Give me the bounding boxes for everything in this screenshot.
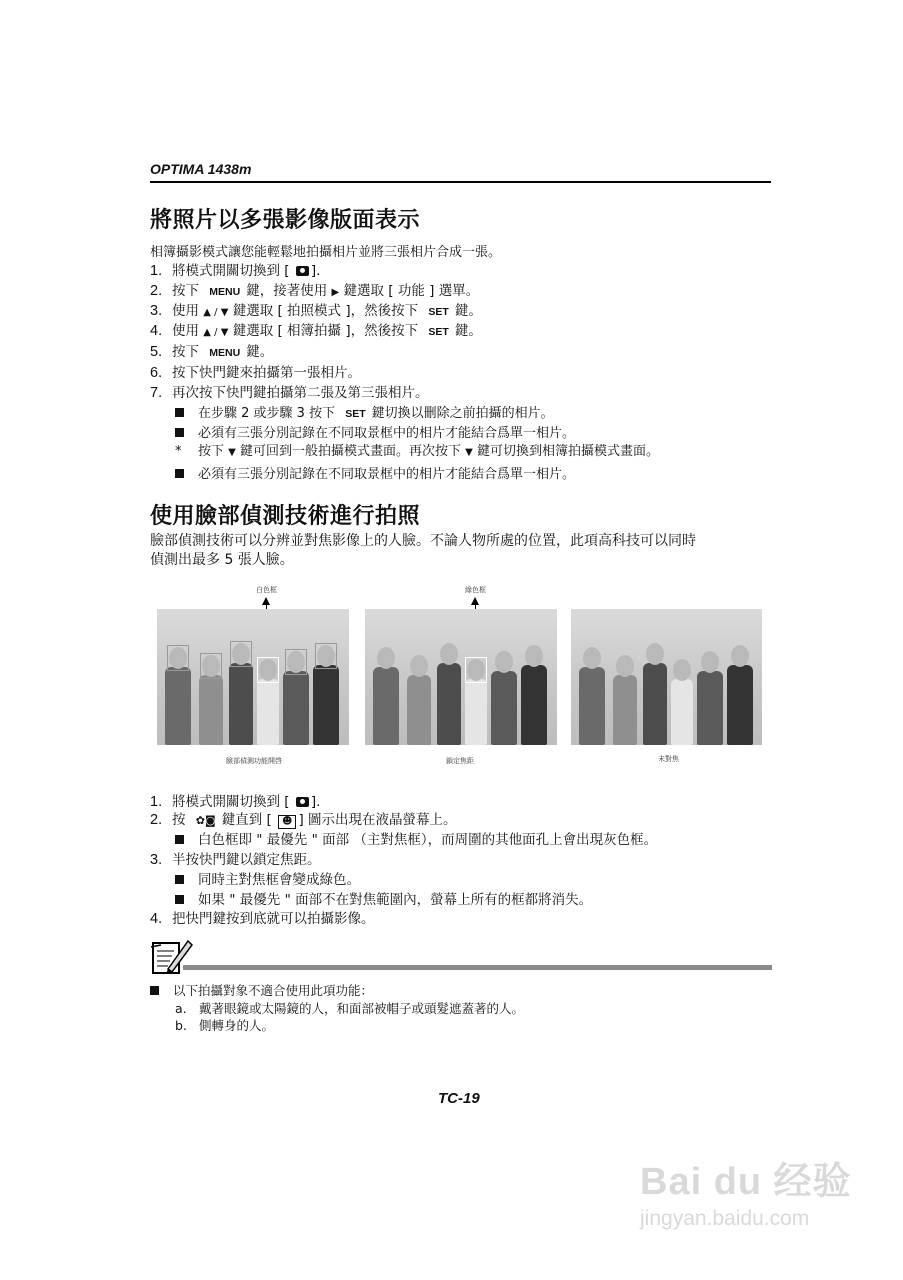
child-body xyxy=(199,675,223,745)
bullet-icon xyxy=(175,469,184,478)
face-detect-icon: ☻ xyxy=(278,815,296,829)
face-frame xyxy=(230,641,252,667)
right-arrow-icon: ▶ xyxy=(331,287,340,298)
child-body xyxy=(313,665,339,745)
note-pencil-icon xyxy=(150,937,194,981)
camera-icon xyxy=(296,797,309,807)
child-figure xyxy=(407,645,431,745)
s2-step-4: 4. 把快門鍵按到底就可以拍攝影像。 xyxy=(150,911,375,927)
step-7: 7. 再次按下快門鍵拍攝第二張及第三張相片。 xyxy=(150,385,429,401)
face-detect-button-icon: ✿◙ xyxy=(195,814,216,827)
child-body xyxy=(613,675,637,745)
s2-step-3: 3. 半按快門鍵以鎖定焦距。 xyxy=(150,852,321,868)
note-1: 在步驟 2 或步驟 3 按下 SET 鍵切換以刪除之前拍攝的相片。 xyxy=(175,405,554,423)
child-head xyxy=(583,647,601,669)
menu-key: MENU xyxy=(209,347,241,359)
section2-title: 使用臉部偵測技術進行拍照 xyxy=(150,504,421,529)
child-head xyxy=(377,647,395,669)
child-body xyxy=(165,667,191,745)
child-figure xyxy=(521,635,547,745)
note-item-b: b. 側轉身的人。 xyxy=(175,1018,275,1033)
child-body xyxy=(257,679,279,745)
face-frame xyxy=(315,643,337,669)
child-figure xyxy=(165,637,191,745)
bullet-icon xyxy=(150,986,159,995)
child-figure xyxy=(579,637,605,745)
child-head xyxy=(646,643,664,665)
child-body xyxy=(373,667,399,745)
caption-2: 鎖定焦距 xyxy=(446,757,474,765)
child-head xyxy=(701,651,719,673)
set-key: SET xyxy=(428,326,449,338)
step-6: 6. 按下快門鍵來拍攝第一張相片。 xyxy=(150,365,361,381)
s2-note-3: 如果 " 最優先 " 面部不在對焦範圍內，螢幕上所有的框都將消失。 xyxy=(175,891,592,909)
child-figure xyxy=(465,649,487,745)
bullet-icon xyxy=(175,428,184,437)
bullet-icon xyxy=(175,875,184,884)
child-figure xyxy=(613,645,637,745)
s2-note-1: 白色框即 " 最優先 " 面部 （主對焦框），而周圍的其他面孔上會出現灰色框。 xyxy=(175,831,657,849)
child-head xyxy=(731,645,749,667)
child-figure xyxy=(229,633,253,745)
note-item-a: a. 戴著眼鏡或太陽鏡的人，和面部被帽子或頭髮遮蓋著的人。 xyxy=(175,1001,525,1016)
down-arrow-icon: ▼ xyxy=(465,447,473,458)
section2-intro-1: 臉部偵測技術可以分辨並對焦影像上的人臉。不論人物所處的位置，此項高科技可以同時 xyxy=(150,533,696,549)
child-body xyxy=(407,675,431,745)
photo-face-detect-on xyxy=(157,609,349,745)
child-figure xyxy=(643,633,667,745)
photo-focus-locked xyxy=(365,609,557,745)
priority-face-frame xyxy=(257,657,279,683)
bullet-icon xyxy=(175,895,184,904)
child-body xyxy=(697,671,723,745)
label-green-frame: 綠色框 xyxy=(465,586,486,594)
priority-face-frame xyxy=(465,657,487,683)
child-figure xyxy=(437,633,461,745)
note-4: 必須有三張分別記錄在不同取景框中的相片才能結合爲單一相片。 xyxy=(175,466,575,484)
child-figure xyxy=(313,635,339,745)
child-head xyxy=(525,645,543,667)
s2-step-2: 2. 按 ✿◙ 鍵直到 [ ☻ ] 圖示出現在液晶螢幕上。 xyxy=(150,812,457,828)
child-figure xyxy=(491,641,517,745)
child-body xyxy=(283,671,309,745)
caption-3: 未對焦 xyxy=(658,755,679,763)
note-3: * 按下 ▼ 鍵可回到一般拍攝模式畫面。再次按下 ▼ 鍵可切換到相簿拍攝模式畫面。 xyxy=(175,444,660,459)
step-3: 3. 使用 ▲ / ▼ 鍵選取 [ 拍照模式 ]，然後按下 SET 鍵。 xyxy=(150,303,482,319)
set-key: SET xyxy=(428,306,449,318)
bullet-icon xyxy=(175,835,184,844)
child-head xyxy=(410,655,428,677)
set-key: SET xyxy=(345,408,366,420)
note-bar xyxy=(183,965,772,970)
section1-intro: 相簿攝影模式讓您能輕鬆地拍攝相片並將三張相片合成一張。 xyxy=(150,245,502,260)
note-bullet: 以下拍攝對象不適合使用此項功能： xyxy=(150,982,373,1000)
child-figure xyxy=(283,641,309,745)
label-white-frame: 白色框 xyxy=(256,586,277,594)
s2-step-1: 1. 將模式開關切換到 [ ]. xyxy=(150,794,321,810)
face-frame xyxy=(200,653,222,679)
note-2: 必須有三張分別記錄在不同取景框中的相片才能結合爲單一相片。 xyxy=(175,425,575,443)
up-down-arrow-icon: ▲ / ▼ xyxy=(203,327,229,338)
child-figure xyxy=(671,649,693,745)
face-frame xyxy=(285,649,307,675)
page-number: TC-19 xyxy=(438,1090,480,1107)
camera-icon xyxy=(296,266,309,276)
child-body xyxy=(465,679,487,745)
child-head xyxy=(440,643,458,665)
bullet-icon xyxy=(175,408,184,417)
model-name: OPTIMA 1438m xyxy=(150,161,252,177)
child-body xyxy=(521,665,547,745)
child-figure xyxy=(373,637,399,745)
child-body xyxy=(491,671,517,745)
caption-1: 臉部偵測功能開啓 xyxy=(226,757,282,765)
child-head xyxy=(673,659,691,681)
up-down-arrow-icon: ▲ / ▼ xyxy=(203,307,229,318)
header-rule xyxy=(150,181,771,183)
section2-intro-2: 偵測出最多 5 張人臉。 xyxy=(150,552,294,568)
step-4: 4. 使用 ▲ / ▼ 鍵選取 [ 相簿拍攝 ]，然後按下 SET 鍵。 xyxy=(150,323,482,339)
face-frame xyxy=(167,645,189,671)
child-body xyxy=(671,679,693,745)
child-body xyxy=(579,667,605,745)
child-body xyxy=(229,663,253,745)
down-arrow-icon: ▼ xyxy=(228,447,236,458)
child-figure xyxy=(697,641,723,745)
child-head xyxy=(495,651,513,673)
s2-note-2: 同時主對焦框會變成綠色。 xyxy=(175,871,360,889)
child-body xyxy=(727,665,753,745)
child-head xyxy=(616,655,634,677)
step-2: 2. 按下 MENU 鍵，接著使用 ▶ 鍵選取 [ 功能 ] 選單。 xyxy=(150,283,480,299)
menu-key: MENU xyxy=(209,286,241,298)
photo-out-of-focus xyxy=(571,609,762,745)
child-body xyxy=(437,663,461,745)
section1-title: 將照片以多張影像版面表示 xyxy=(150,208,421,233)
child-figure xyxy=(727,635,753,745)
child-figure xyxy=(199,645,223,745)
child-body xyxy=(643,663,667,745)
step-1: 1. 將模式開關切換到 [ ]. xyxy=(150,263,321,279)
step-5: 5. 按下 MENU 鍵。 xyxy=(150,344,274,360)
baidu-watermark: Bai du 经验 jingyan.baidu.com xyxy=(640,1161,852,1230)
child-figure xyxy=(257,649,279,745)
